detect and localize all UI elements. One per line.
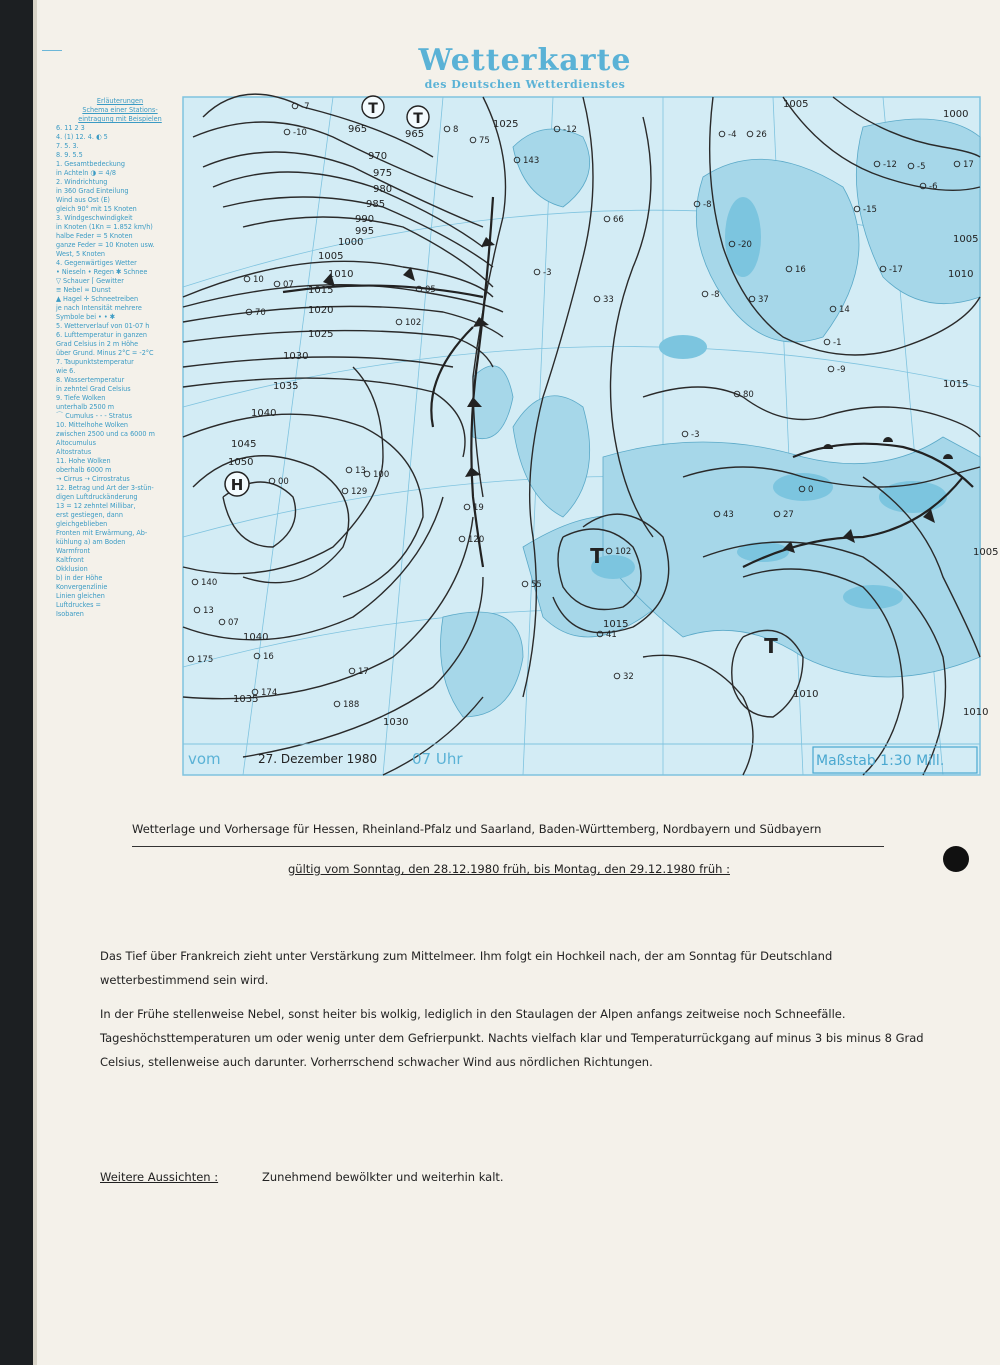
isobar-label: 965 [405,129,425,140]
legend-line: gleichgeblieben [56,519,108,528]
station-value: -9 [837,365,846,375]
station-value: 19 [473,503,484,513]
legend-line: 4. (1) 12. 4. ◐ 5 [56,132,108,141]
legend-line: Symbole bei • • ✱ [56,312,116,321]
binder-strip [0,0,33,1365]
legend-line: in Achteln ◑ = 4/8 [56,168,116,177]
legend-line: Okklusion [56,564,88,573]
isobar-label: 970 [368,151,388,162]
station-value: 188 [343,700,360,710]
legend-line: 8. Wassertemperatur [56,375,125,384]
station-value: -3 [691,430,700,440]
weather-map-svg [183,97,999,775]
station-value: 10 [253,275,264,285]
forecast-region-line: Wetterlage und Vorhersage für Hessen, Rheinland-Pfalz und Saarland, Baden-Württemberg, Nordbayern und Südbayern [132,822,822,836]
legend-line: Linien gleichen [56,591,105,600]
legend-line: ▽ Schauer ⌈ Gewitter [56,276,124,285]
forecast-validity: gültig vom Sonntag, den 28.12.1980 früh, bis Montag, den 29.12.1980 früh : [288,862,730,876]
legend-line: ≡ Nebel ∞ Dunst [56,285,111,294]
legend-line: ⌒ Cumulus - - - Stratus [56,411,132,420]
legend-line: kühlung a) am Boden [56,537,126,546]
margin-tick [42,50,62,51]
legend-line: je nach Intensität mehrere [56,303,142,312]
legend-line: wie 6. [56,366,76,375]
station-value: 174 [261,688,278,698]
isobar-label: 1015 [308,285,334,296]
station-value: 102 [405,318,422,328]
legend-panel [56,96,184,776]
station-value: 0 [808,485,814,495]
isobar-label: 1010 [963,707,989,718]
station-value: 120 [468,535,485,545]
station-value: 175 [197,655,214,665]
station-value: 07 [283,280,294,290]
legend-line: West, 5 Knoten [56,249,106,258]
station-value: -1 [833,338,842,348]
legend-line: 6. 11 2 3 [56,123,85,132]
legend-line: in zehntel Grad Celsius [56,384,131,393]
outlook-label: Weitere Aussichten : [100,1170,219,1184]
legend-line: Fronten mit Erwärmung, Ab- [56,528,148,537]
station-value: 17 [963,160,974,170]
legend-line: → Cirrus ⇢ Cirrostratus [56,474,130,483]
station-value: 05 [425,285,436,295]
station-value: -6 [929,182,938,192]
legend-line: Konvergenzlinie [56,582,108,591]
isobar-label: 1025 [493,119,519,130]
station-value: 140 [201,578,218,588]
outlook-text: Zunehmend bewölkter und weiterhin kalt. [262,1170,504,1184]
isobar-label: 1030 [283,351,309,362]
station-value: 100 [373,470,390,480]
legend-line: Schema einer Stations- [82,105,158,114]
legend-line: 9. Tiefe Wolken [56,393,106,402]
isobar-label: 985 [366,199,386,210]
legend-line: 2. Windrichtung [56,177,108,186]
station-value: 43 [723,510,734,520]
legend-line: Altocumulus [56,438,97,447]
low-pressure-label-3: T [590,544,604,568]
isobar-label: 1040 [243,632,269,643]
legend-line: eintragung mit Beispielen [78,114,162,123]
legend-line: Luftdruckes = [56,600,101,609]
legend-line: Kaltfront [56,555,84,564]
station-value: 26 [756,130,767,140]
isobar-label: 965 [348,124,368,135]
low-pressure-label-4: T [764,634,778,658]
legend-line: halbe Feder = 5 Knoten [56,231,133,240]
divider [132,846,884,847]
station-value: 70 [255,308,266,318]
legend-line: in Knoten (1Kn = 1.852 km/h) [56,222,153,231]
station-value: 33 [603,295,614,305]
legend-line: unterhalb 2500 m [56,402,115,411]
legend-line: 10. Mittelhohe Wolken [56,420,129,429]
map-title-block [380,44,670,91]
map-date-prefix: vom [188,750,221,768]
isobar-label: 1040 [251,408,277,419]
weather-map [183,97,999,775]
legend-line: über Grund. Minus 2°C = -2°C [56,348,154,357]
low-pressure-label-1: T [368,101,378,117]
legend-line: 12. Betrag und Art der 3-stün- [56,483,154,492]
map-subtitle: des Deutschen Wetterdienstes [424,78,626,91]
isobar-label: 1015 [943,379,969,390]
station-value: 13 [203,606,214,616]
map-scale: Maßstab 1:30 Mill. [816,753,945,769]
legend-heading: Erläuterungen [96,96,144,105]
legend-line: 3. Windgeschwindigkeit [56,213,133,222]
isobar-label: 975 [373,168,393,179]
isobar-label: 1000 [338,237,364,248]
legend-line: in 360 Grad Einteilung [56,186,129,195]
isobar-label: 1005 [953,234,979,245]
station-value: 00 [278,477,289,487]
isobar-label: 980 [373,184,393,195]
station-value: -12 [883,160,897,170]
isobar-label: 1010 [328,269,354,280]
legend-line: 7. Taupunktstemperatur [56,357,134,366]
legend-line: Altostratus [56,447,92,456]
legend-line: 13 = 12 zehntel Millibar, [56,501,136,510]
legend-line: b) in der Höhe [56,573,103,582]
station-value: -8 [703,200,712,210]
station-value: 8 [453,125,459,135]
station-value: 41 [606,630,617,640]
station-value: -10 [293,128,307,138]
station-value: 75 [479,136,490,146]
legend-line: erst gestiegen, dann [56,510,123,519]
station-value: 80 [743,390,754,400]
legend-line: 4. Gegenwärtiges Wetter [56,258,137,267]
legend-line: 6. Lufttemperatur in ganzen [56,330,147,339]
map-time: 07 Uhr [412,750,463,768]
station-value: 32 [623,672,634,682]
isobar-label: 1045 [231,439,257,450]
station-value: 37 [758,295,769,305]
legend-line: digen Luftdruckänderung [56,492,138,501]
map-title: Wetterkarte [418,43,632,78]
high-pressure-label: H [230,476,244,494]
isobar-label: 1025 [308,329,334,340]
isobar-label: 995 [355,226,375,237]
isobar-label: 990 [355,214,375,225]
legend-line: zwischen 2500 und ca 6000 m [56,429,155,438]
forecast-paragraph-2: In der Frühe stellenweise Nebel, sonst heiter bis wolkig, lediglich in den Staulagen der Alpen anfangs zeitweise noch Schneefälle. Tageshöchsttemperaturen um oder wenig unter dem Gefrierpunkt. Nachts vielfach klar und Temperaturrückgang auf minus 3 bis minus 8 Grad Celsius, stellenweise auch darunter. Vorherrschend schwacher Wind aus nördlichen Richtungen. [100,1007,924,1069]
station-value: -4 [728,130,737,140]
isobar-label: 1010 [948,269,974,280]
legend-line: 7. 5. 3. [56,141,79,150]
legend-line: oberhalb 6000 m [56,465,112,474]
legend-line: 5. Wetterverlauf von 01-07 h [56,321,150,330]
station-value: 102 [615,547,632,557]
legend-line: 8. 9. 5.5 [56,150,83,159]
legend-line: gleich 90° mit 15 Knoten [56,204,137,213]
station-value: -7 [301,102,310,112]
map-date: 27. Dezember 1980 [258,752,378,766]
station-value: 55 [531,580,542,590]
isobar-label: 1010 [793,689,819,700]
station-value: -17 [889,265,903,275]
isobar-label: 1020 [308,305,334,316]
legend-line: Wind aus Ost (E) [56,195,110,204]
station-value: 66 [613,215,624,225]
legend-line: ganze Feder = 10 Knoten usw. [56,240,155,249]
isobar-label: 1030 [383,717,409,728]
legend-line: Isobaren [56,609,84,618]
station-value: 07 [228,618,239,628]
station-value: 16 [263,652,274,662]
legend-line: ▲ Hagel ✛ Schneetreiben [56,294,139,303]
legend-line: Warmfront [56,546,91,555]
isobar-label: 1005 [318,251,344,262]
isobar-label: 1035 [273,381,299,392]
station-value: -20 [738,240,752,250]
station-value: 16 [795,265,806,275]
isobar-label: 1005 [973,547,999,558]
station-value: -15 [863,205,877,215]
punch-hole-bottom [943,846,969,872]
legend-line: Grad Celsius in 2 m Höhe [56,339,139,348]
station-value: -3 [543,268,552,278]
forecast-paragraph-1: Das Tief über Frankreich zieht unter Verstärkung zum Mittelmeer. Ihm folgt ein Hochkeil nach, der am Sonntag für Deutschland wetterbestimmend sein wird. [100,949,833,987]
station-value: 13 [355,466,366,476]
legend-line: • Nieseln • Regen ✱ Schnee [56,267,148,276]
binder-edge [33,0,37,1365]
isobar-label: 1050 [228,457,254,468]
low-pressure-label-2: T [413,111,423,127]
isobar-label: 1005 [783,99,809,110]
station-value: 14 [839,305,850,315]
isobar-label: 1035 [233,694,259,705]
legend-line: 1. Gesamtbedeckung [56,159,125,168]
station-value: -5 [917,162,926,172]
station-value: 143 [523,156,540,166]
legend-line: 11. Hohe Wolken [56,456,111,465]
station-value: 27 [783,510,794,520]
isobar-label: 1000 [943,109,969,120]
station-value: 129 [351,487,368,497]
station-value: -12 [563,125,577,135]
isobar-label: 1015 [603,619,629,630]
station-value: 17 [358,667,369,677]
station-value: -8 [711,290,720,300]
